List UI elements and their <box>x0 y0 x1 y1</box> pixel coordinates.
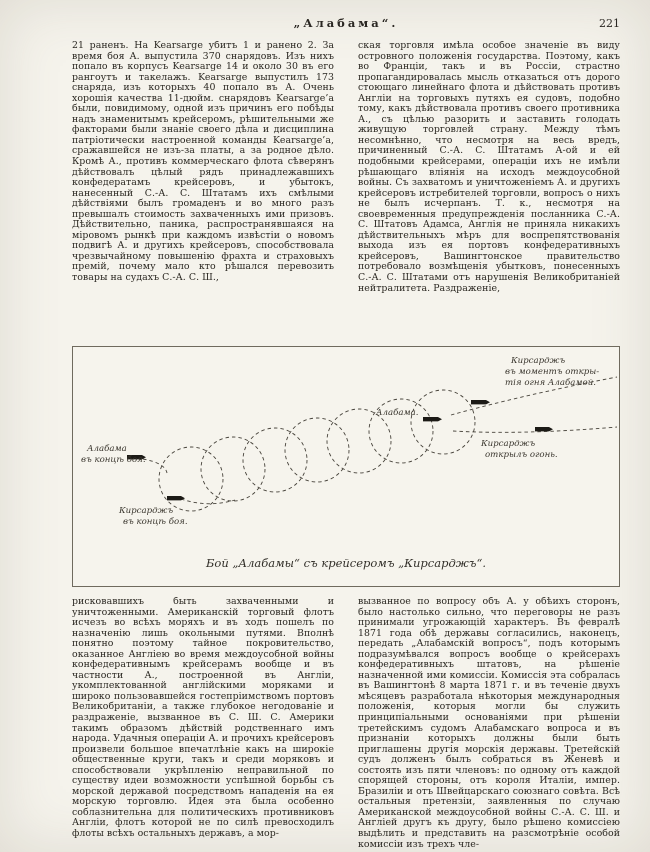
label-kearsarge-end-2: въ концѣ боя. <box>123 517 188 527</box>
track-loop <box>201 437 265 501</box>
label-kearsarge-opened-2: открылъ огонь. <box>485 450 558 460</box>
label-kearsarge-moment-1: Кирсарджъ <box>511 356 566 366</box>
track-segment <box>143 459 167 473</box>
text-column-top-right: ская торговля имѣла особое значеніе въ виду островного положенія государства. Поэтому, какъ во Франціи, такъ и въ Россіи, страстно пропагандировалась мысль отказаться отъ дорого стоющаго линейнаго флота и дѣйствовать противъ Англіи на торговыхъ путяхъ ея судовъ, подобно тому, какъ дѣйствовала противъ своего противника А., съ цѣлью разорить и заставить голодать живущую торговлей страну. Между тѣмъ несомнѣнно, что несмотря на весь вредъ, причиненный С.-А. С. Штатамъ А-ой и ей подобными крейсерами, операціи ихъ не имѣли рѣшающаго вліянія на исходъ междоусобной войны. Съ захватомъ и уничтоженіемъ А. и другихъ крейсеровъ истребителей торговли, вопросъ о нихъ не былъ исчерпанъ. Т. к., несмотря на своевременныя предупрежденія посланника С.-А. С. Штатовъ Адамса, Англія не приняла никакихъ дѣйствительныхъ мѣръ для воспрепятствованія выхода изъ ея портовъ конфедеративныхъ крейсеровъ, Вашингтонское правительство потребовало возмѣщенія убытковъ, понесенныхъ С.-А. С. Штатами отъ нарушенія Великобританіей нейтралитета. Раздраженіе, <box>358 41 620 294</box>
label-alabama-end-2: въ концѣ боя. <box>81 455 146 465</box>
ship-icon-alabama <box>423 417 442 421</box>
track-loop <box>159 447 223 511</box>
running-title: „Алабама“. <box>293 16 399 30</box>
track-segment <box>181 499 235 504</box>
label-kearsarge-moment-2: въ моментъ откры- <box>505 367 600 377</box>
text-column-bottom-right: вызванное по вопросу объ А. у обѣихъ сторонъ, было настолько сильно, что переговоры не разъ принимали угрожающій характеръ. Въ февралѣ 1871 года обѣ державы согласились, наконецъ, передать „Алабамскій вопросъ“, подъ которымъ подразумѣвался вопросъ вообще о крейсерахъ конфедеративныхъ штатовъ, на рѣшеніе назначенной ими комиссіи. Комиссія эта собралась въ Вашингтонѣ 8 марта 1871 г. и въ теченіе двухъ мѣсяцевъ разработала нѣкоторыя международныя положенія, которыя могли бы служить принципіальными основаніями при рѣшеніи третейскимъ судомъ Алабамскаго вопроса и въ признаніи которыхъ должны были быть приглашены другія морскія державы. Третейскій судъ долженъ былъ собраться въ Женевѣ и состоять изъ пяти членовъ: по одному отъ каждой спорящей стороны, отъ короля Италіи, импер. Бразиліи и отъ Швейцарскаго союзнаго совѣта. Всѣ остальныя претензіи, заявленныя по случаю Американской междоусобной войны С.-А. С. Ш. и Англіей другъ къ другу, было рѣшено комиссіею выдѣлить и представить на разсмотрѣніе особой комиссіи изъ трехъ чле- <box>358 597 620 850</box>
ship-icon-kearsarge-moment <box>471 400 490 404</box>
bottom-text-section <box>72 597 620 852</box>
track-loop <box>411 390 475 454</box>
top-text-section <box>72 41 620 337</box>
track-loop <box>327 409 391 473</box>
battle-diagram-drawing <box>73 347 619 584</box>
page-header <box>72 16 620 34</box>
label-kearsarge-end-1: Кирсарджъ <box>119 506 174 516</box>
track-loop <box>243 428 307 492</box>
page-number: 221 <box>599 17 620 30</box>
label-alabama-end-1: Алабама <box>87 444 127 454</box>
text-column-bottom-left: рисковавшихъ быть захваченными и уничтоженными. Американскій торговый флотъ исчезъ во всѣхъ моряхъ и въ ходъ пошелъ по назначенію лишь окольными путями. Вполнѣ понятно поэтому тайное покровительство, оказанное Англіею во время междоусобной войны конфедеративнымъ крейсерамъ вообще и въ частности А., построенной въ Англіи, укомплектованной англійскими моряками и широко пользовавшейся гостепріимствомъ портовъ Великобританіи, а также глубокое негодованіе и раздраженіе, вызванное въ С. Ш. С. Америки такимъ образомъ дѣйствій родственнаго имъ народа. Удачныя операціи А. и прочихъ крейсеровъ произвели большое впечатлѣніе какъ на широкіе общественные круги, такъ и среди моряковъ и способствовали укрѣпленію неправильной по существу идеи возможности успѣшной борьбы съ морской державой посредствомъ нападенія на ея морскую торговлю. Идея эта была особенно соблазнительна для политическихъ противниковъ Англіи, флотъ которой не по силѣ превосходилъ флоты всѣхъ остальныхъ державъ, а мор- <box>72 597 334 840</box>
label-kearsarge-moment-3: тія огня Алабамой. <box>505 378 596 388</box>
text-column-top-left: 21 раненъ. На Kearsarge убитъ 1 и ранено 2. За время боя А. выпустила 370 снарядовъ. Изъ нихъ попало въ корпусъ Kearsarge 14 и около 30 въ его рангоутъ и такелажъ. Kearsarge выпустилъ 173 снаряда, изъ которыхъ 40 попало въ А. Очень хорошія качества 11-дюйм. снарядовъ Kearsarge’а были, повидимому, одной изъ причинъ его побѣды надъ знаменитымъ крейсеромъ, рѣшительными же факторами были знаніе своего дѣла и дисциплина патріотически настроенной команды Kearsarge’а, сражавшейся не изъ-за платы, а за родное дѣло. Кромѣ А., противъ коммерческаго флота сѣверянъ дѣйствовалъ цѣлый рядъ принадлежавшихъ конфедератамъ крейсеровъ, и убытокъ, нанесенный С.-А. С. Штатамъ ихъ смѣлыми дѣйствіями былъ громаденъ и во много разъ превышалъ стоимость захваченныхъ ими призовъ. Дѣйствительно, паника, распространявшаяся на міровомъ рынкѣ при каждомъ извѣстіи о новомъ подвигѣ А. и другихъ крейсеровъ, способствовала чрезвычайному повышенію фрахта и страховыхъ премій, почему мало кто рѣшался перевозить товары на судахъ С.-А. С. Ш., <box>72 41 334 284</box>
ship-icon-kearsarge-opened <box>535 427 553 431</box>
battle-diagram-figure <box>72 346 620 587</box>
track-loop <box>285 418 349 482</box>
label-alabama-ship: Алабама. <box>376 408 419 418</box>
label-kearsarge-opened-1: Кирсарджъ <box>481 439 536 449</box>
figure-caption: Бой „Алабамы“ съ крейсеромъ „Кирсарджъ“. <box>205 556 487 570</box>
text-block <box>72 16 620 852</box>
